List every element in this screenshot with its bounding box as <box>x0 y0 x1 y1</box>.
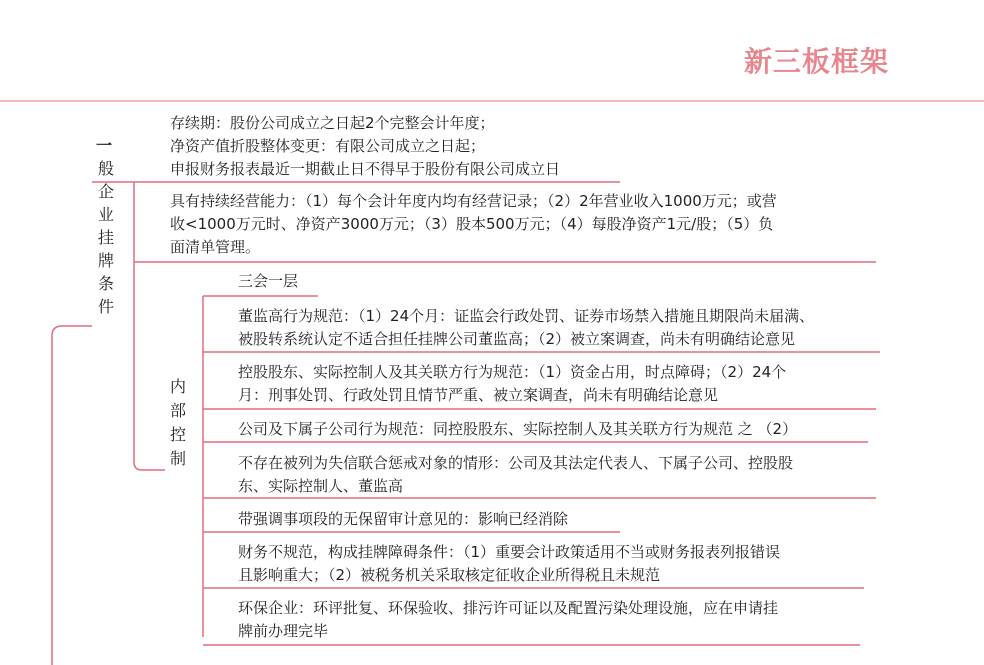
ic-item-line: 月：刑事处罚、行政处罚且情节严重、被立案调查，尚未有明确结论意见 <box>238 386 719 404</box>
ic-item-2 <box>238 305 814 351</box>
operation-requirement <box>170 190 777 259</box>
main-branch-label: 般企业挂牌条件 <box>97 159 114 316</box>
top-note-line: 净资产值折股整体变更：有限公司成立之日起； <box>170 137 486 155</box>
map-title: 新三板框架 <box>744 45 890 78</box>
ic-item-line: 不存在被列为失信联合惩戒对象的情形：公司及其法定代表人、下属子公司、控股股 <box>238 454 794 472</box>
ic-item-7 <box>238 541 780 587</box>
internal-control-label: 内部控制 <box>169 377 186 468</box>
ic-item-line: 东、实际控制人、董监高 <box>238 477 404 495</box>
ic-item-line: 控股股东、实际控制人及其关联方行为规范：（1）资金占用，时点障碍；（2）24个 <box>238 363 787 381</box>
main-branch-dash: 一 <box>96 136 113 155</box>
ic-item-line: 公司及下属子公司行为规范：同控股股东、实际控制人及其关联方行为规范 之 （2） <box>238 420 798 438</box>
ic-item-line: 三会一层 <box>238 272 299 290</box>
ic-item-4 <box>238 418 797 441</box>
ic-item-line: 董监高行为规范：（1）24个月：证监会行政处罚、证券市场禁入措施且期限尚未届满、 <box>238 307 815 325</box>
operation-line: 具有持续经营能力：（1）每个会计年度内均有经营记录；（2）2年营业收入1000万元；或营 <box>170 192 777 210</box>
ic-item-line: 环保企业：环评批复、环保验收、排污许可证以及配置污染处理设施，应在申请挂 <box>238 599 779 617</box>
ic-item-3 <box>238 361 786 407</box>
operation-line: 面清单管理。 <box>170 238 261 256</box>
ic-item-line: 带强调事项段的无保留审计意见的：影响已经消除 <box>238 510 569 528</box>
ic-item-line: 被股转系统认定不适合担任挂牌公司董监高；（2）被立案调查，尚未有明确结论意见 <box>238 330 796 348</box>
ic-item-8 <box>238 597 778 643</box>
top-note-line: 存续期：股份公司成立之日起2个完整会计年度； <box>170 114 495 132</box>
top-notes <box>170 112 560 181</box>
ic-item-5 <box>238 452 793 498</box>
operation-line: 收<1000万元时、净资产3000万元；（3）股本500万元；（4）每股净资产1元/股；（5）负 <box>170 215 774 233</box>
main-spine <box>134 182 165 470</box>
ic-item-line: 牌前办理完毕 <box>238 622 329 640</box>
ic-item-1 <box>238 270 298 293</box>
trunk-line <box>52 326 92 665</box>
ic-item-line: 且影响重大；（2）被税务机关采取核定征收企业所得税且未规范 <box>238 566 661 584</box>
ic-item-line: 财务不规范，构成挂牌障碍条件：（1）重要会计政策适用不当或财务报表列报错误 <box>238 543 781 561</box>
ic-item-6 <box>238 508 568 531</box>
top-note-line: 申报财务报表最近一期截止日不得早于股份有限公司成立日 <box>170 160 561 178</box>
